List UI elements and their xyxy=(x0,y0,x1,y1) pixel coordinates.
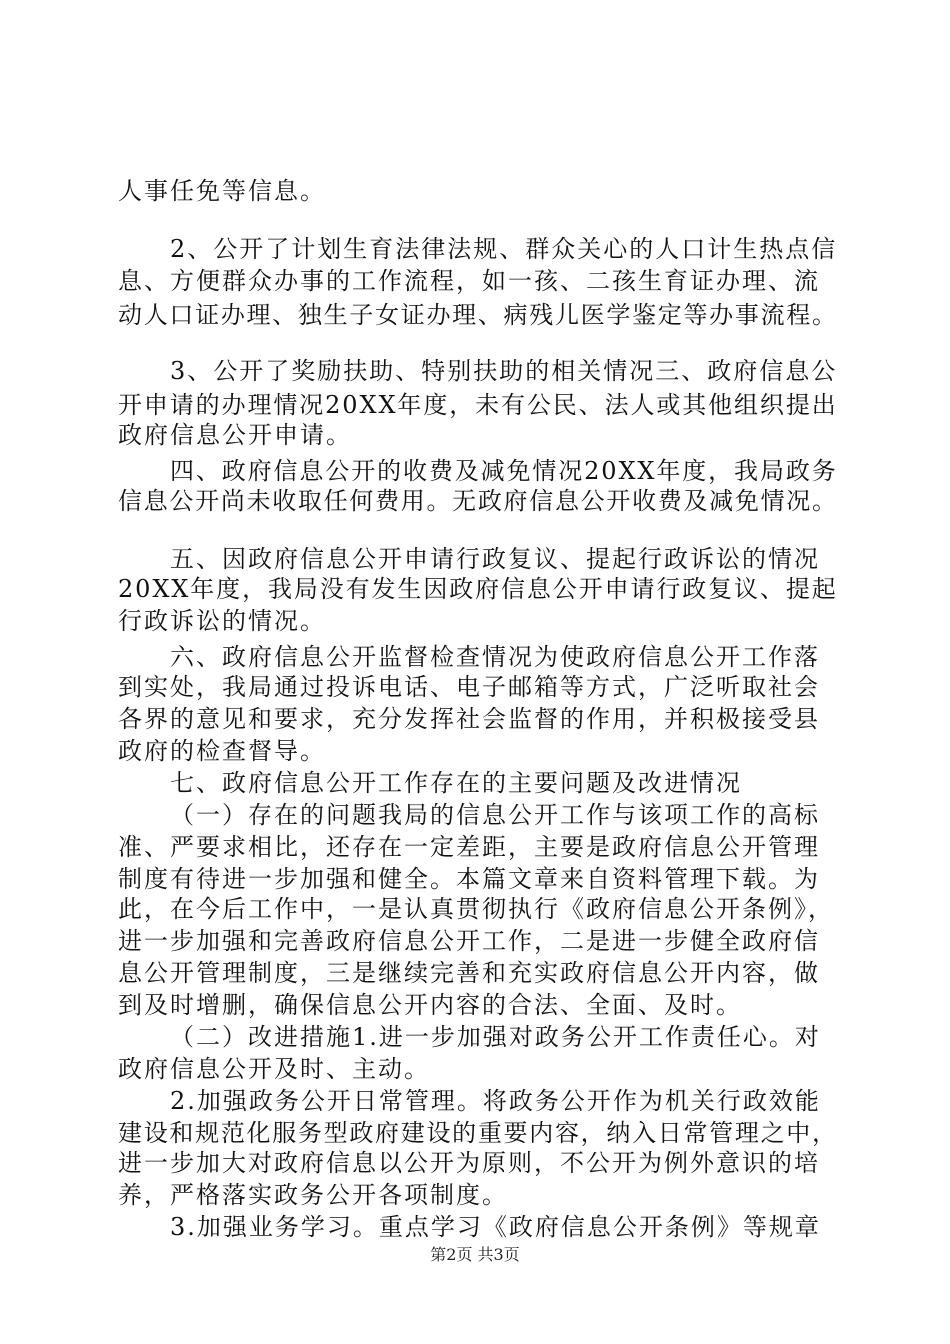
text-line: 六、政府信息公开监督检查情况为使政府信息公开工作落 xyxy=(170,643,820,671)
text-line: 养，严格落实政务公开各项制度。 xyxy=(118,1181,508,1209)
text-line: 开申请的办理情况20XX年度，未有公民、法人或其他组织提出 xyxy=(118,391,838,419)
text-line: 行政诉讼的情况。 xyxy=(118,607,326,635)
text-line: 政府信息公开及时、主动。 xyxy=(118,1055,430,1083)
text-line: 3.加强业务学习。重点学习《政府信息公开条例》等规章 xyxy=(170,1213,821,1241)
text-line: 2、公开了计划生育法律法规、群众关心的人口计生热点信 xyxy=(170,235,838,263)
text-line: 人事任免等信息。 xyxy=(118,177,326,205)
text-line: 四、政府信息公开的收费及减免情况20XX年度，我局政务 xyxy=(170,457,838,485)
text-line: 此，在今后工作中，一是认真贯彻执行《政府信息公开条例》， xyxy=(118,895,834,923)
text-line: 3、公开了奖励扶助、特别扶助的相关情况三、政府信息公 xyxy=(170,357,838,385)
text-line: 2.加强政务公开日常管理。将政务公开作为机关行政效能 xyxy=(170,1087,821,1115)
text-line: 息、方便群众办事的工作流程，如一孩、二孩生育证办理、流 xyxy=(118,267,820,295)
text-line: 七、政府信息公开工作存在的主要问题及改进情况 xyxy=(170,769,742,797)
text-line: 各界的意见和要求，充分发挥社会监督的作用，并积极接受县 xyxy=(118,705,820,733)
text-line: 准、严要求相比，还存在一定差距，主要是政府信息公开管理 xyxy=(118,833,820,861)
text-line: 政府的检查督导。 xyxy=(118,737,326,765)
text-line: 制度有待进一步加强和健全。本篇文章来自资料管理下载。为 xyxy=(118,865,820,893)
text-line: 到及时增删，确保信息公开内容的合法、全面、及时。 xyxy=(118,991,742,1019)
text-line: 进一步加大对政府信息以公开为原则，不公开为例外意识的培 xyxy=(118,1149,820,1177)
text-line: 进一步加强和完善政府信息公开工作，二是进一步健全政府信 xyxy=(118,927,820,955)
text-line: 政府信息公开申请。 xyxy=(118,421,352,449)
text-line: 到实处，我局通过投诉电话、电子邮箱等方式，广泛听取社会 xyxy=(118,673,820,701)
text-line: （二）改进措施1.进一步加强对政务公开工作责任心。对 xyxy=(170,1023,821,1051)
text-line: 五、因政府信息公开申请行政复议、提起行政诉讼的情况 xyxy=(170,545,820,573)
text-line: （一）存在的问题我局的信息公开工作与该项工作的高标 xyxy=(170,801,820,829)
text-line: 建设和规范化服务型政府建设的重要内容，纳入日常管理之中， xyxy=(118,1119,838,1147)
text-line: 动人口证办理、独生子女证办理、病残儿医学鉴定等办事流程。 xyxy=(118,301,838,329)
text-line: 息公开管理制度，三是继续完善和充实政府信息公开内容，做 xyxy=(118,959,820,987)
text-line: 信息公开尚未收取任何费用。无政府信息公开收费及减免情况。 xyxy=(118,487,838,515)
page-footer: 第2页 共3页 xyxy=(430,1245,520,1264)
text-line: 20XX年度，我局没有发生因政府信息公开申请行政复议、提起 xyxy=(118,575,838,603)
